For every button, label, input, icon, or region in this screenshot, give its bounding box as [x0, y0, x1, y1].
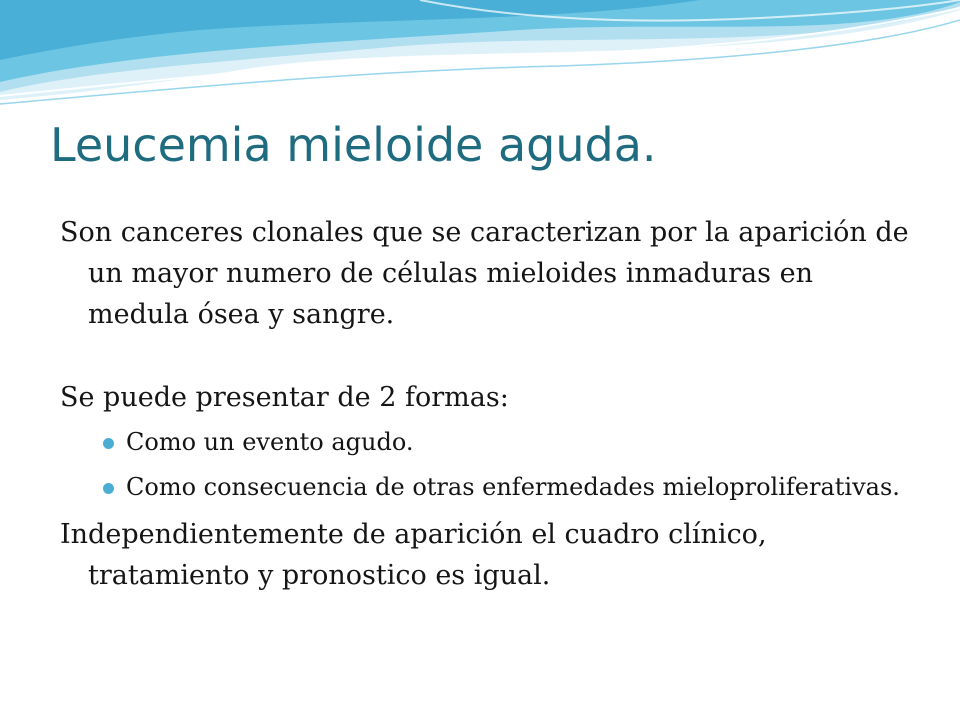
bullet-list: [60, 424, 920, 506]
slide-body: [60, 212, 920, 596]
bullet-item: [60, 424, 920, 461]
paragraph-conclusion: Independientemente de aparición el cuadro clínico, tratamiento y pronostico es igual.: [60, 519, 767, 591]
bullet-item: [60, 469, 920, 506]
paragraph-definition: Son canceres clonales que se caracterizan por la aparición de un mayor numero de células mieloides inmaduras en medula ósea y sangre.: [60, 217, 909, 330]
slide-title: Leucemia mieloide aguda.: [50, 118, 657, 172]
bullet-text: Como un evento agudo.: [126, 428, 414, 456]
paragraph-forms-intro: Se puede presentar de 2 formas:: [60, 382, 509, 413]
bullet-dot-icon: [103, 438, 114, 449]
bullet-text: Como consecuencia de otras enfermedades mieloproliferativas.: [126, 473, 900, 501]
wave-decoration: [0, 0, 960, 120]
bullet-dot-icon: [103, 483, 114, 494]
